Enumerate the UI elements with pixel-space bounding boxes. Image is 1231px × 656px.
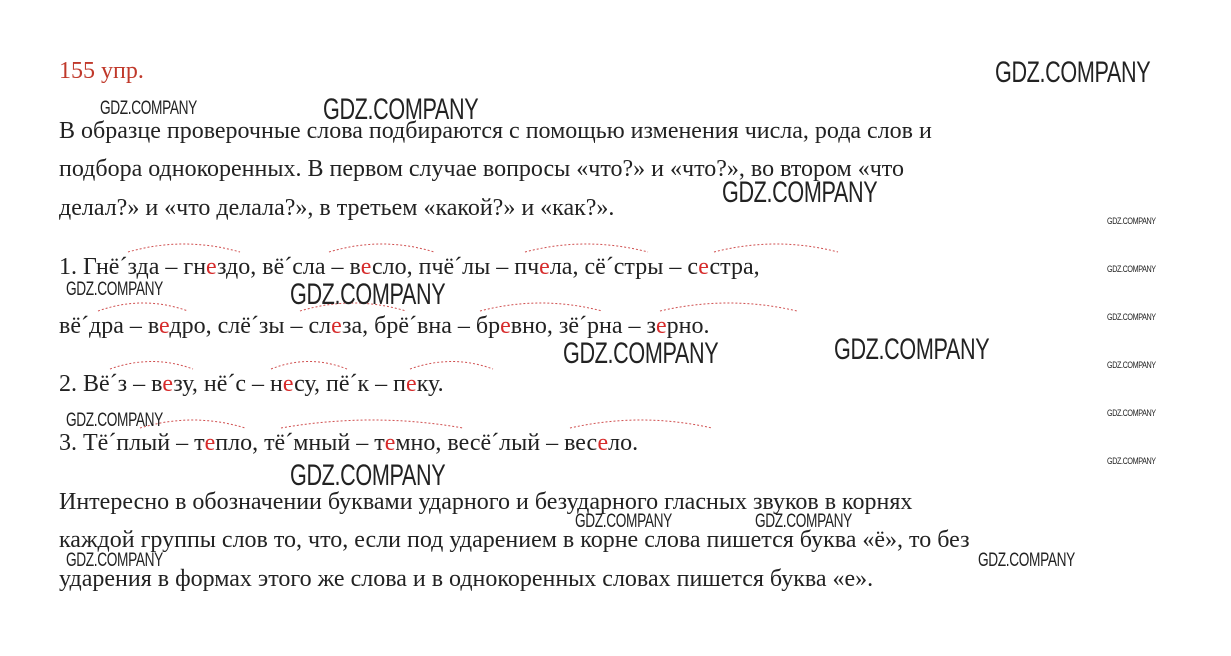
highlight-letter: е (159, 313, 170, 339)
highlight-letter: е (698, 254, 710, 280)
watermark: GDZ.COMPANY (1107, 312, 1156, 322)
example-2-line: 2. Вё´з – везу, нё´с – несу, пё´к – пеку. (59, 371, 444, 397)
root-arc (410, 362, 493, 370)
watermark: GDZ.COMPANY (290, 459, 446, 492)
watermark: GDZ.COMPANY (1107, 408, 1156, 418)
root-arc (128, 244, 240, 252)
example-1-line-2: вё´дра – ведро, слё´зы – слеза, брё´вна – бревно, зё´рна – зерно. (59, 313, 710, 339)
exercise-title: 155 упр. (59, 58, 144, 84)
watermark: GDZ.COMPANY (66, 410, 163, 431)
watermark: GDZ.COMPANY (995, 56, 1151, 89)
root-arc (660, 303, 797, 311)
watermark: GDZ.COMPANY (323, 93, 479, 126)
highlight-letter: е (656, 313, 667, 339)
watermark: GDZ.COMPANY (1107, 264, 1156, 274)
root-arc (329, 244, 434, 252)
root-arc (480, 303, 602, 311)
outro-line-3: ударения в формах этого же слова и в однокоренных словах пишется буква «е». (59, 566, 874, 592)
highlight-letter: е (331, 313, 343, 339)
highlight-letter: е (500, 313, 511, 339)
root-arc (271, 362, 347, 370)
highlight-letter: е (360, 254, 372, 280)
root-arc (110, 362, 193, 370)
intro-line-1: В образце проверочные слова подбираются с помощью изменения числа, рода слов и (59, 118, 932, 144)
watermark: GDZ.COMPANY (1107, 360, 1156, 370)
watermark: GDZ.COMPANY (722, 176, 878, 209)
highlight-letter: е (597, 430, 609, 456)
watermark: GDZ.COMPANY (290, 278, 446, 311)
intro-line-3: делал?» и «что делала?», в третьем «какой?» и «как?». (59, 195, 615, 221)
example-1-line-1: 1. Гнё´зда – гнездо, вё´сла – весло, пчё´лы – пчела, сё´стры – сестра, (59, 254, 760, 280)
root-arc (714, 244, 838, 252)
root-arc (281, 420, 463, 428)
watermark: GDZ.COMPANY (834, 333, 990, 366)
intro-line-2: подбора однокоренных. В первом случае вопросы «что?» и «что?», во втором «что (59, 156, 904, 182)
highlight-letter: е (204, 430, 216, 456)
example-3-line: 3. Тё´плый – тепло, тё´мный – темно, весё´лый – весело. (59, 430, 639, 456)
highlight-letter: е (206, 254, 217, 280)
highlight-letter: е (406, 371, 417, 397)
watermark: GDZ.COMPANY (1107, 456, 1156, 466)
outro-line-1: Интересно в обозначении буквами ударного и безударного гласных звуков в корнях (59, 489, 913, 515)
root-arc (570, 420, 712, 428)
watermark: GDZ.COMPANY (66, 279, 163, 300)
watermark: GDZ.COMPANY (100, 98, 197, 119)
watermark: GDZ.COMPANY (755, 511, 852, 532)
highlight-letter: е (539, 254, 550, 280)
watermark: GDZ.COMPANY (978, 550, 1075, 571)
highlight-letter: е (282, 371, 295, 397)
watermark: GDZ.COMPANY (575, 511, 672, 532)
watermark: GDZ.COMPANY (1107, 216, 1156, 226)
root-arc (525, 244, 648, 252)
highlight-letter: е (162, 371, 174, 397)
highlight-letter: е (384, 430, 396, 456)
outro-line-2: каждой группы слов то, что, если под ударением в корне слова пишется буква «ё», то без (59, 527, 970, 553)
watermark: GDZ.COMPANY (563, 337, 719, 370)
watermark: GDZ.COMPANY (66, 550, 163, 571)
root-arc (98, 303, 188, 311)
